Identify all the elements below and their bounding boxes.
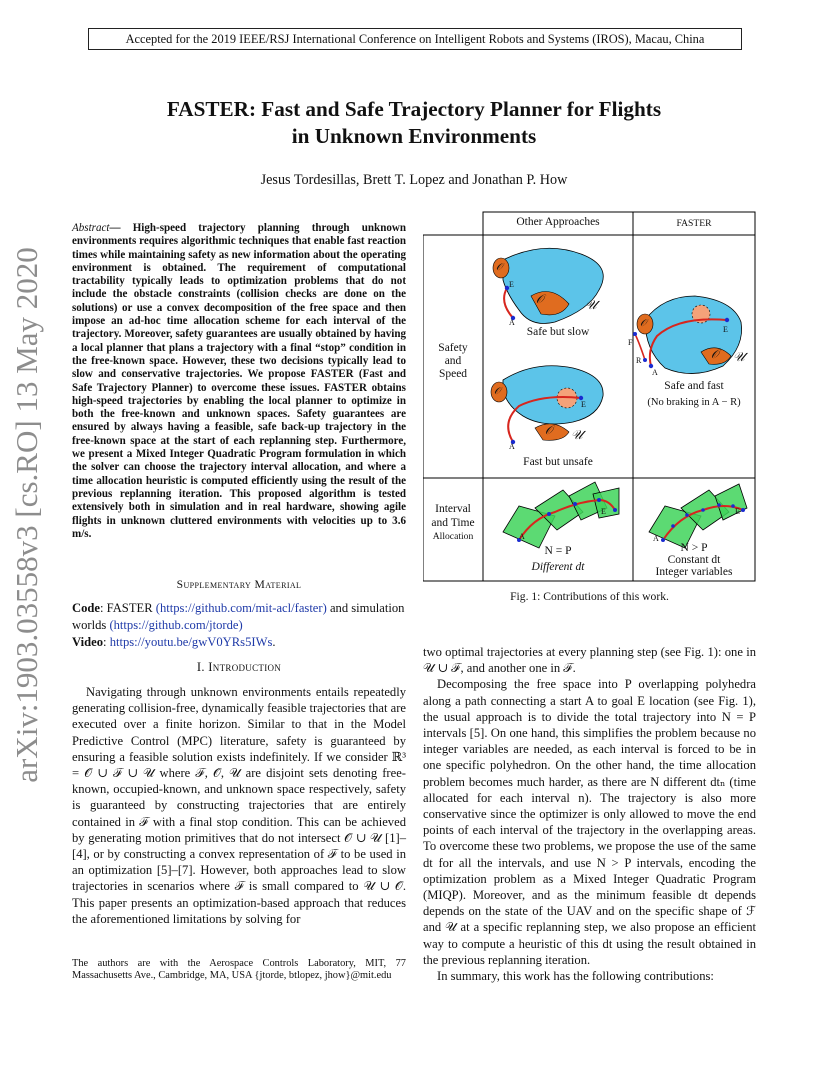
row-label-line: Allocation bbox=[432, 531, 474, 542]
point-r bbox=[643, 358, 647, 362]
interval-endpoint bbox=[671, 524, 675, 528]
code-and-text: and simulation worlds bbox=[72, 601, 405, 632]
figure-1 bbox=[423, 210, 756, 582]
label-safe-and-fast: Safe and fast bbox=[664, 380, 724, 392]
point-label-a: A bbox=[509, 442, 515, 451]
row-label-interval-time bbox=[423, 502, 483, 544]
point-label-a: A bbox=[509, 318, 515, 327]
label-n-equals-p: N = P bbox=[544, 545, 572, 557]
code-text: : FASTER bbox=[100, 601, 153, 615]
unknown-symbol: 𝒰 bbox=[733, 349, 745, 364]
conference-banner: Accepted for the 2019 IEEE/RSJ International Conference on Intelligent Robots and Systems (IROS), Macau, China bbox=[88, 28, 742, 50]
abstract-label: Abstract bbox=[72, 222, 110, 234]
point-f bbox=[633, 332, 637, 336]
interval-endpoint bbox=[547, 512, 551, 516]
unknown-symbol: 𝒰 bbox=[571, 427, 583, 442]
end-point-e bbox=[725, 318, 729, 322]
label-safe-but-slow: Safe but slow bbox=[526, 326, 590, 338]
interval-endpoint bbox=[701, 508, 705, 512]
unknown-space-region bbox=[503, 366, 603, 424]
point-label-e: E bbox=[509, 280, 514, 289]
introduction-paragraph: Navigating through unknown environments entails repeatedly generating collision-free, dynamically feasible trajectories that are executed over a finite horizon. Similar to that in the Model Predictive Control (MPC) literature, safety is guaranteed by ensuring a feasible solution exists indefinitely. If we consider ℝ³ = 𝒪 ∪ ℱ ∪ 𝒰 where ℱ, 𝒪, 𝒰 are disjoint sets denoting free-known, occupied-known, and unknown space respectively, safety is guaranteed by constructing trajectories that are entirely contained in ℱ with a final stop condition. This can be achieved by generating motion primitives that do not intersect 𝒪 ∪ 𝒰 [1]–[4], or by constructing a convex representation of ℱ to be used in an optimization [5]–[7]. However, both approaches lead to slow trajectories in scenarios where ℱ is small compared to 𝒰 ∪ 𝒪. This paper presents an optimization-based approach that reduces the aforementioned limitations by solving for bbox=[72, 685, 406, 926]
point-label-f: F bbox=[628, 338, 633, 347]
obstacle-symbol: 𝒪 bbox=[545, 423, 553, 437]
point-label-e: E bbox=[601, 507, 606, 516]
figure-1-caption: Fig. 1: Contributions of this work. bbox=[510, 590, 669, 603]
point-label-e: E bbox=[581, 400, 586, 409]
point-label-a: A bbox=[653, 534, 659, 543]
row-label-line: Safety bbox=[438, 342, 468, 354]
polyhedra-n-gt-p bbox=[649, 484, 747, 548]
row-label-line: Speed bbox=[438, 368, 468, 380]
paragraph: two optimal trajectories at every planning step (see Fig. 1): one in 𝒰 ∪ ℱ, and another one in ℱ. bbox=[423, 645, 756, 676]
label-no-braking: (No braking in A − R) bbox=[647, 397, 741, 408]
label-n-greater-p: N > P bbox=[680, 542, 708, 554]
title-line-1: FASTER: Fast and Safe Trajectory Planner for Flights bbox=[166, 97, 662, 121]
point-label-a: A bbox=[519, 532, 525, 541]
author-list: Jesus Tordesillas, Brett T. Lopez and Jonathan P. How bbox=[260, 172, 568, 188]
section-heading-introduction: I. Introduction bbox=[196, 660, 282, 674]
paragraph: Decomposing the free space into P overlapping polyhedra along a path connecting a start A to goal E location (see Fig. 1), the usual approach is to divide the total trajectory into N = P intervals [5]. On one hand, this simplifies the problem because no integer variables are needed, as each interval is forced to be in one specific polyhedron. On the other hand, the time allocation problem becomes much harder, as there are N different dtₙ (time allocated for each interval n). The trajectory is also more conservative since the optimizer is only allowed to move the end points of each interval of the trajectory in the overlapping areas. To overcome these two problems, we propose the use of the same dt for all the intervals, and use N > P intervals, encoding the optimization problem as a Mixed Integer Quadratic Program (MIQP). Moreover, and as the minimum feasible dt depends depends on the state of the UAV and on the specific shape of ℱ and 𝒰 at a specific replanning step, we also propose an efficient way to compute a heuristic of this dt using the result obtained in the previous replanning iteration. bbox=[423, 677, 756, 967]
code-label: Code bbox=[72, 601, 100, 615]
title-line-2: in Unknown Environments bbox=[291, 124, 537, 148]
supplementary-heading: Supplementary Material bbox=[176, 578, 302, 591]
interval-endpoint bbox=[573, 502, 577, 506]
row-label-line: and Time bbox=[431, 517, 475, 529]
abstract-text: — High-speed trajectory planning through unknown environments requires algorithmic techniques that enable fast reaction times while maintaining safety as new information about the operating environment is obtained. The requirement of computational tractability typically leads to optimization problems that do not include the obstacle constraints (collision checks are done on the solutions) or use a convex decomposition of the free space and then impose an ad-hoc time allocation scheme for each interval of the trajectory. Moreover, safety guarantees are usually obtained by having a local planner that plans a trajectory with a final “stop” condition in the free-known space. However, these two decisions typically lead to slow and conservative trajectories. We propose FASTER (Fast and Safe Trajectory Planner) to overcome these issues. FASTER obtains high-speed trajectories by enabling the local planner to optimize in both the free-known and unknown spaces. Safety guarantees are ensured by always having a feasible, safe back-up trajectory in the free-known space at the start of each replanning step. Furthermore, we present a Mixed Integer Quadratic Program formulation in which the solver can choose the trajectory interval allocation, and where a time allocation heuristic is computed efficiently using the result of the previous replanning iteration. This proposed algorithm is tested extensively both in simulation and in real hardware, showing agile flights in unknown cluttered environments with velocities up to 3.6 m/s. bbox=[72, 222, 406, 540]
label-constant-dt: Constant dt bbox=[667, 554, 721, 566]
paragraph: In summary, this work has the following contributions: bbox=[437, 969, 714, 984]
label-integer-variables: Integer variables bbox=[655, 566, 733, 578]
worlds-github-link[interactable]: (https://github.com/jtorde) bbox=[109, 618, 243, 632]
arxiv-identifier: arXiv:1903.03558v3 [cs.RO] 13 May 2020 bbox=[9, 247, 44, 783]
row-label-line: Interval bbox=[435, 503, 471, 515]
label-different-dt: Different dt bbox=[531, 561, 585, 573]
obstacle-symbol: 𝒪 bbox=[640, 318, 647, 329]
interval-endpoint bbox=[597, 498, 601, 502]
point-label-r: R bbox=[636, 356, 642, 365]
interval-endpoint bbox=[717, 503, 721, 507]
author-affiliation-footnote: The authors are with the Aerospace Controls Laboratory, MIT, 77 Massachusetts Ave., Cambridge, MA, USA {jtorde, btlopez, jhow}@mit.edu bbox=[72, 958, 406, 982]
video-line: Video: https://youtu.be/gwV0YRs5IWs. bbox=[72, 635, 276, 649]
obstacle-symbol: 𝒪 bbox=[711, 347, 719, 361]
row-label-safety-speed bbox=[423, 342, 483, 381]
end-point-e bbox=[741, 508, 745, 512]
abstract bbox=[72, 222, 406, 541]
interval-endpoint bbox=[685, 513, 689, 517]
col-header-other-approaches: Other Approaches bbox=[516, 216, 600, 228]
youtube-link[interactable]: https://youtu.be/gwV0YRs5IWs bbox=[109, 635, 273, 649]
right-column-text bbox=[423, 644, 756, 984]
end-point-e bbox=[613, 508, 617, 512]
obstacle-symbol: 𝒪 bbox=[536, 292, 544, 306]
code-and-video-links bbox=[72, 600, 406, 651]
obstacle-symbol: 𝒪 bbox=[494, 386, 501, 397]
row-label-line: and bbox=[444, 355, 462, 367]
faster-github-link[interactable]: (https://github.com/mit-acl/faster) bbox=[155, 601, 327, 615]
paper-title bbox=[90, 96, 738, 150]
col-header-faster: FASTER bbox=[676, 218, 712, 229]
obstacle-symbol: 𝒪 bbox=[496, 262, 503, 273]
unknown-symbol: 𝒰 bbox=[585, 297, 597, 312]
code-line bbox=[72, 600, 406, 634]
point-label-e: E bbox=[735, 507, 740, 516]
point-label-a: A bbox=[652, 368, 658, 377]
point-label-e: E bbox=[723, 325, 728, 334]
label-fast-but-unsafe: Fast but unsafe bbox=[523, 456, 593, 468]
video-label: Video bbox=[72, 635, 104, 649]
